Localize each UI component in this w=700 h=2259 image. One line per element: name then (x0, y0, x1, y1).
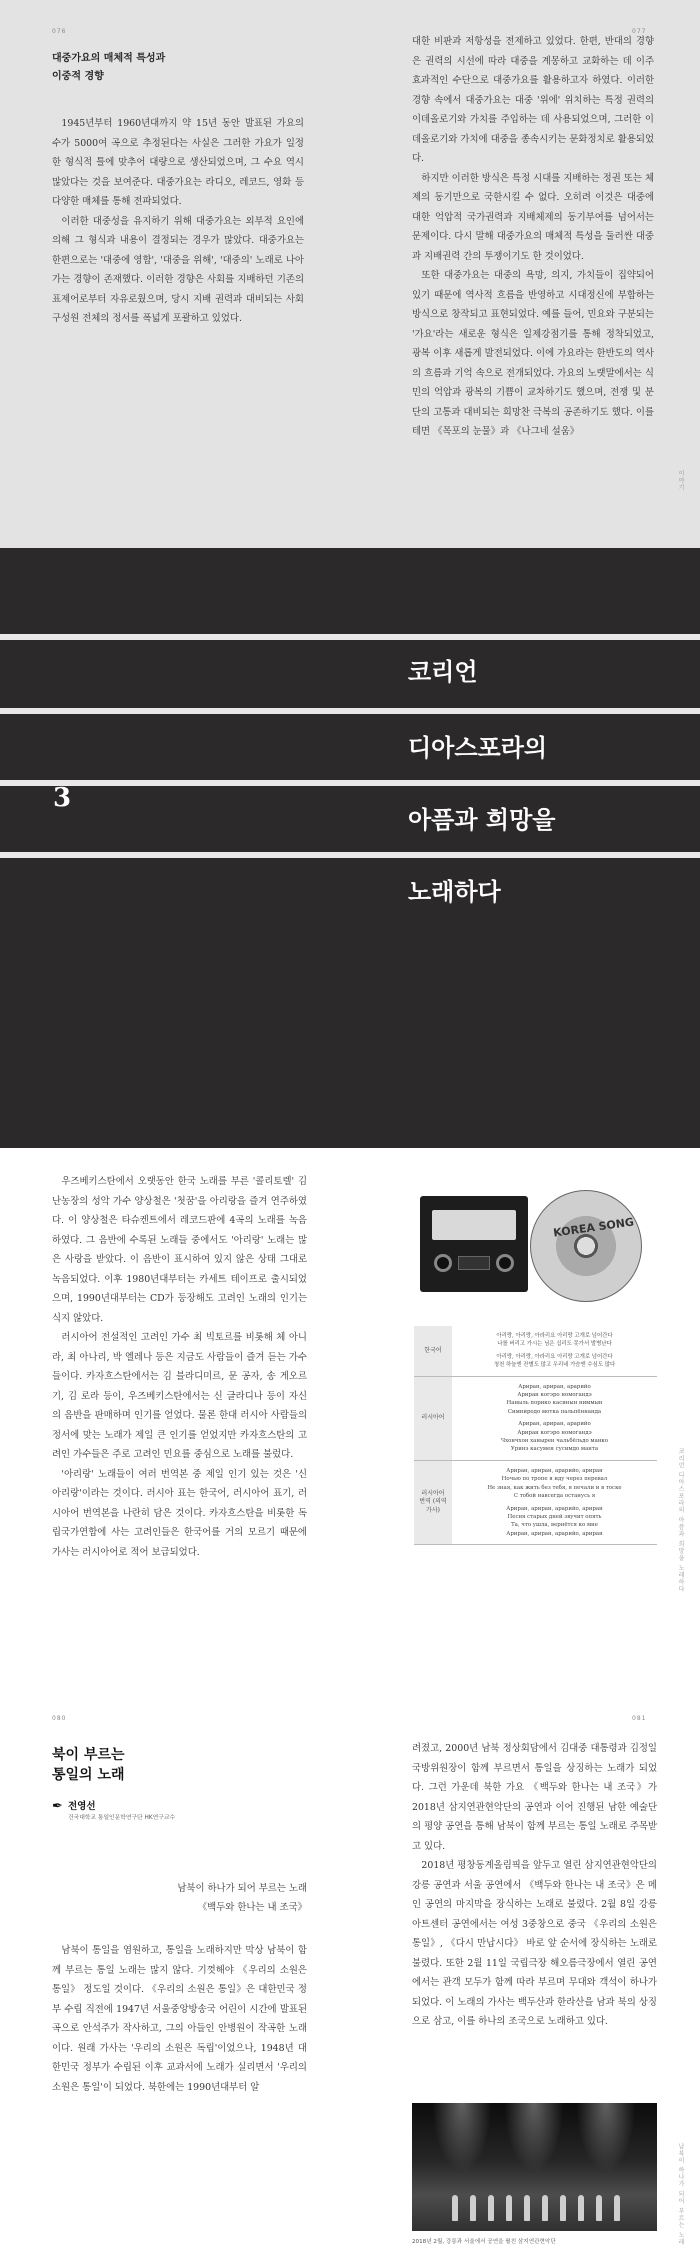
chapter-title-line: 노래하다 (408, 878, 501, 906)
divider (0, 708, 700, 714)
section-heading: 대중가요의 매체적 특성과 이중적 경향 (52, 53, 166, 82)
performer-figure (614, 2195, 620, 2221)
left-column (52, 50, 304, 329)
table-row (414, 1326, 657, 1376)
side-tab: 남북이 하나가 되어 부르는 노래 (677, 2143, 684, 2246)
paragraph: 하지만 이러한 방식은 특정 시대를 지배하는 정권 또는 체제의 동기만으로 국한시킬 수 없다. 오히려 이것은 대중에 대한 억압적 국가권력과 지배체제의 동기부여를 넘어서는 문제이다. 다시 말해 대중가요의 매체적 특성을 둘러싼 대중과 지배권력 간의 투쟁이기도 한 것이었다. (412, 172, 654, 262)
gray-spread (0, 0, 700, 548)
paragraph: 대한 비판과 저항성을 전제하고 있었다. 한편, 반대의 경향은 권력의 시선에 따라 대중을 계몽하고 교화하는 데 이주 효과적인 수단으로 대중가요를 활용하고자 하였다. 이러한 경향 속에서 대중가요는 대중 '위에' 위치하는 특정 권력의 이데올로기와 가치를 주입하는 데 사용되었으며, 그러한 이데올로기와 가치에 대중을 종속시키는 문화정치로 활용되었다. (412, 36, 654, 164)
right-column (412, 1739, 657, 2032)
stage-photo (412, 2103, 657, 2231)
tape-reel-icon (496, 1254, 514, 1272)
right-column (412, 32, 654, 442)
performer-figure (560, 2195, 566, 2221)
performer-figure (506, 2195, 512, 2221)
paragraph: '아리랑' 노래들이 여러 번역본 중 제일 인기 있는 것은 '신 아리랑'이라는 것이다. 러시아 표는 한국어, 러시아어 표기, 러시아어 번역본을 나란히 담은 것이다. 카자흐스탄을 비롯한 독립국가연합에 사는 고려인들은 한국어를 거의 모르기 때문에 가사는 러시아어로 적어 보급되었다. (52, 1468, 307, 1558)
stage-light (504, 2103, 564, 2173)
stage-light (432, 2103, 492, 2173)
paragraph: 우즈베키스탄에서 오랫동안 한국 노래를 부른 '콜리토렐' 김난농장의 성악 가수 양상철은 '첫꿈'을 아리랑을 즐겨 연주하였다. 이 양상철은 타슈켄트에서 레코드판에 4곡의 노래를 녹음하였다. 그 음반에 수록된 노래들 중에서도 '아리랑' 노래는 많은 사랑을 받았다. 이 음반이 표시하여 있지 않은 상태 그대로 녹음되었다. 이후 1980년대부터는 카세트 테이프로 출시되었으며, 1990년대부터는 CD가 등장해도 고려인 노래의 인기는 식지 않았다. (52, 1176, 307, 1324)
table-row-header: 한국어 (414, 1326, 452, 1376)
performer-figure (470, 2195, 476, 2221)
divider (0, 634, 700, 640)
chapter-title-line: 코리언 (408, 658, 478, 686)
divider (0, 852, 700, 858)
performer-figure (488, 2195, 494, 2221)
tape-label (432, 1210, 516, 1240)
author-name: 전영선 (68, 1801, 96, 1812)
author-affiliation: 건국대학교 통일인문학연구단 HK연구교수 (68, 1815, 176, 1821)
paragraph: 1945년부터 1960년대까지 약 15년 동안 발표된 가요의 수가 5000여 곡으로 추정된다는 사실은 그러한 가요가 일정한 형식적 틀에 맞추어 대량으로 생산되었으며, 그 수요 역시 많았다는 것을 보여준다. 대중가요는 라디오, 레코드, 영화 등 다양한 매체를 통해 전파되었다. (52, 118, 304, 207)
photo-caption: 2018년 2월, 강릉과 서울에서 공연을 펼친 삼지연관현악단 (412, 2239, 556, 2245)
table-row-header: 러시아어 (414, 1376, 452, 1460)
chapter-number: 3 (53, 783, 72, 813)
pen-icon: ✒ (52, 1799, 63, 1814)
cd-label: KOREA SONG (552, 1215, 635, 1240)
chapter-opener (0, 548, 700, 1148)
side-tab: 이야기 (677, 470, 684, 491)
table-cell: Ариран, ариран, арарийо Ариран когэро номогандэ Наныль порико касинын ниммын Симниродо мотка пальпённанда Ариран, ариран, арарийо Ариран когэро номогандэ Чхончхон ханырен чальбёльдо манко Уринэ касумен сусимдо манта (452, 1376, 657, 1460)
tape-reel-icon (434, 1254, 452, 1272)
body-text (52, 114, 304, 329)
paragraph: 이러한 대중성을 유지하기 위해 대중가요는 외부적 요인에 의해 그 형식과 내용이 결정되는 경우가 많았다. 대중가요는 한편으로는 '대중에 영합', '대중을 위해', '대중의' 노래로 나아가는 경향이 존재했다. 이러한 경향은 사회를 지배하던 기존의 표제어로부터 자유로웠으며, 당시 지배 권력과 대비되는 사회구성원 전체의 정서를 폭넓게 포괄하고 있었다. (52, 215, 304, 324)
song-heading: 남북이 하나가 되어 부르는 노래 《백두와 한나는 내 조국》 (177, 1883, 307, 1913)
article-title: 북이 부르는 통일의 노래 (52, 1747, 125, 1783)
paragraph: 남북이 통일을 염원하고, 통일을 노래하지만 막상 남북이 함께 부르는 통일 노래는 많지 않다. 기껏해야 《우리의 소원은 통일》 정도일 것이다. 《우리의 소원은 통일》은 대한민국 정부 수립 직전에 1947년 서울중앙방송국 어린이 시간에 발표된 곡으로 안석주가 작사하고, 그의 아들인 안병원이 작곡한 노래이다. 원래 가사는 '우리의 소원은 독립'이었으나, 1948년 대한민국 정부가 수립된 이후 교과서에 노래가 실리면서 '우리의 소원은 통일'이 되었다. 북한에는 1990년대부터 알 (52, 1945, 307, 2093)
page-number-right: 081 (632, 1715, 647, 1722)
white-spread (0, 1148, 700, 1703)
cassette-tape-image (420, 1196, 528, 1292)
lyrics-table (414, 1326, 657, 1545)
table-cell: Ариран, ариран, арарийо, ариран Ночью по тропе я иду через перевал Не зная, как жить без тебя, в печали и в тоске С тобой навсегда останусь я Ариран, ариран, арарийо, ариран Песня старых дней звучит опять Та, что ушла, вернётся ко мне Ариран, ариран, арарийо, ариран (452, 1460, 657, 1544)
table-row (414, 1376, 657, 1460)
paragraph: 려졌고, 2000년 남북 정상회담에서 김대중 대통령과 김정일 국방위원장이 함께 부르면서 통일을 상징하는 노래가 되었다. 그런 가운데 북한 가요 《백두와 한나는 내 조국》가 2018년 삼지연관현악단의 공연과 이어 진행된 남한 예술단의 평양 공연을 통해 남북이 함께 부르는 통일 노래로 주목받고 있다. (412, 1743, 657, 1852)
left-column (52, 1941, 307, 2097)
side-tab: 코리언 디아스포라의 아픔과 희망을 노래하다 (677, 1448, 684, 1593)
cd-disc-image (530, 1190, 642, 1302)
page-number-left: 076 (52, 28, 67, 35)
chapter-title-line: 디아스포라의 (408, 734, 548, 762)
performer-figure (452, 2195, 458, 2221)
paragraph: 2018년 평창동계올림픽을 앞두고 열린 삼지연관현악단의 강릉 공연과 서울 공연에서 《백두와 한나는 내 조국》은 메인 공연의 마지막을 장식하는 노래로 불렸다. 2월 8일 강릉아트센터 공연에서는 여성 3중창으로 중국 《우리의 소원은 통일》, 《다시 만납시다》 바로 앞 순서에 장식하는 노래로 불렸다. 또한 2월 11일 국립극장 해오름극장에서 열린 공연에서는 관객 모두가 함께 따라 부르며 무대와 객석이 하나가 되었다. 이 노래의 가사는 백두산과 한라산을 남과 북의 상징으로 삼고, 이를 하나의 조국으로 노래하고 있다. (412, 1860, 657, 2027)
chapter-title-line: 아픔과 희망을 (408, 806, 556, 834)
table-cell: 아리랑, 아리랑, 아라리요 아리랑 고개로 넘어간다 나를 버리고 가시는 님은 십리도 못가서 발병난다 아리랑, 아리랑, 아라리요 아리랑 고개로 넘어간다 청천 하늘엔 잔별도 많고 우리네 가슴엔 수심도 많다 (452, 1326, 657, 1376)
paragraph: 러시아어 전설적인 고려인 가수 최 빅토르를 비롯해 체 아니라, 최 아나리, 박 엘레나 등은 지금도 사람들이 즐겨 듣는 가수들이다. 카자흐스탄에서는 김 블라디미르, 문 공자, 송 게오르기, 김 로라 등이, 우즈베키스탄에서는 신 글라디나 등이 자신의 음반을 판매하며 인기를 얻었다. 물론 한대 러시아 사람들의 정서에 맞는 노래가 제일 큰 인기를 얻었지만 카자흐스탄의 고려인 가수들은 주로 고려인 민요를 중심으로 노래를 불렀다. (52, 1332, 307, 1460)
table-row-header: 러시아어 번역 (의역 가사) (414, 1460, 452, 1544)
left-column (52, 1172, 307, 1562)
divider (0, 780, 700, 786)
page-number-right: 077 (632, 28, 647, 35)
performer-figure (578, 2195, 584, 2221)
article-spread (0, 1703, 700, 2259)
performer-figure (596, 2195, 602, 2221)
stage-light (576, 2103, 636, 2173)
tape-window (458, 1256, 490, 1270)
paragraph: 또한 대중가요는 대중의 욕망, 의지, 가치들이 집약되어 있기 때문에 역사적 흐름을 반영하고 시대정신에 부합하는 방식으로 창작되고 표현되었다. 예를 들어, 민요와 구분되는 '가요'라는 새로운 형식은 일제강점기를 통해 정착되었고, 광복 이후 새롭게 발전되었다. 이에 가요라는 한반도의 역사의 흐름과 기억 속으로 전개되었다. 가요의 노랫말에서는 식민의 억압과 광복의 기쁨이 교차하기도 했으며, 전쟁 및 분단의 고통과 대비되는 희망찬 극복의 공존하기도 했다. 이를테면 《목포의 눈물》과 《나그네 설움》 (412, 270, 654, 437)
performer-figure (542, 2195, 548, 2221)
page-number-left: 080 (52, 1715, 67, 1722)
table-row (414, 1460, 657, 1544)
performer-figure (524, 2195, 530, 2221)
